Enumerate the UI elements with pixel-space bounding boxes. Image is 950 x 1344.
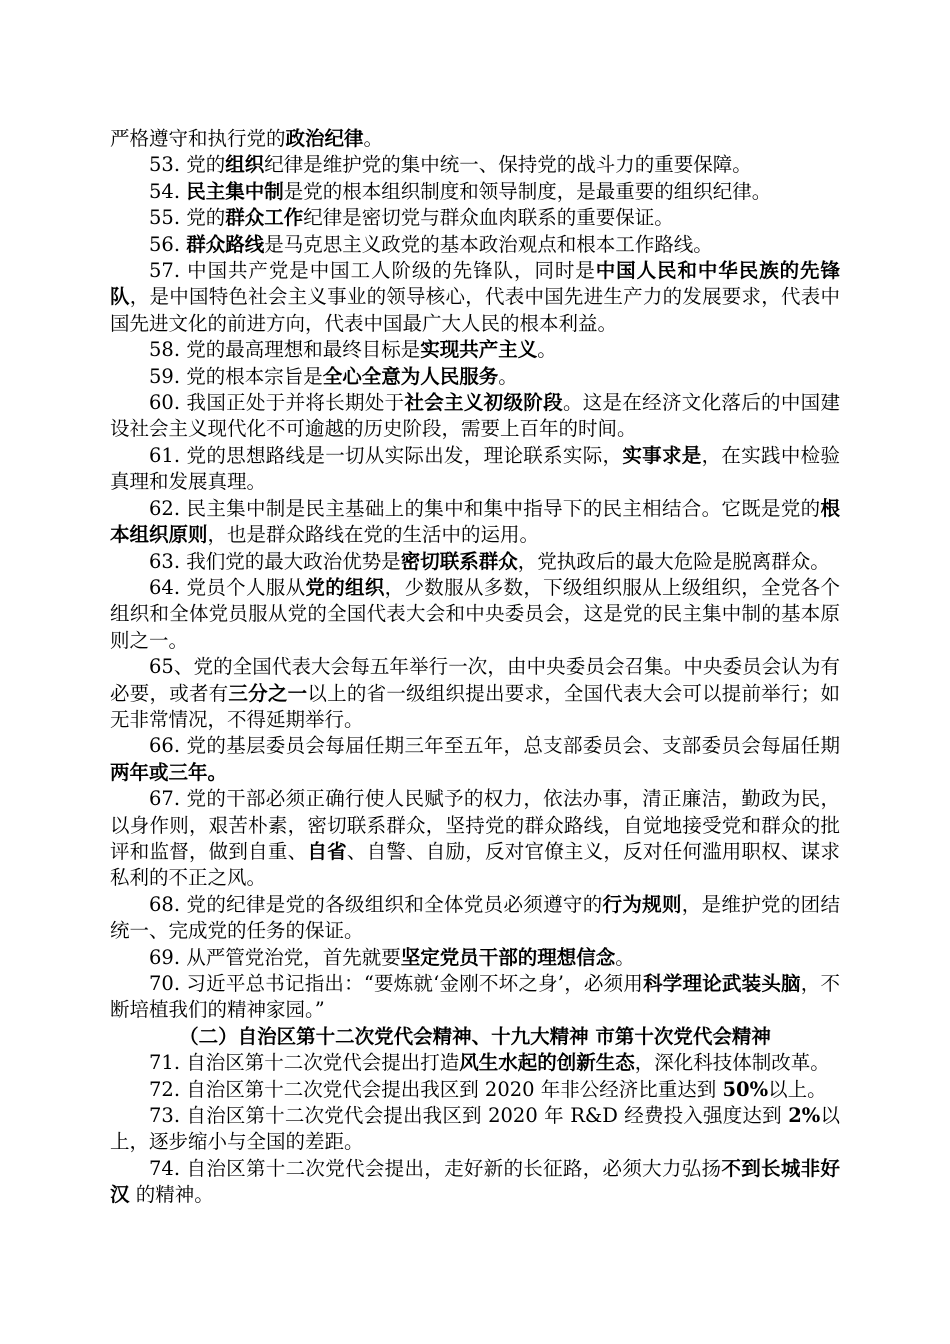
text-segment: 纪律是密切党与群众血肉联系的重要保证。 — [303, 206, 674, 230]
paragraph-p67 — [110, 786, 840, 892]
text-segment: 69. 从严管党治党，首先就要 — [149, 945, 401, 969]
bold-keyword: 中国人民和中华民族的先锋队 — [110, 259, 840, 309]
paragraph-p58 — [110, 337, 840, 363]
bold-keyword: 密切联系群众 — [400, 549, 518, 573]
paragraph-p69 — [110, 945, 840, 971]
text-segment: 。 — [498, 364, 518, 388]
paragraph-block-party-rules — [110, 126, 840, 1024]
text-segment: 。这是在经济文化落后的中国建设社会主义现代化不可逾越的历史阶段，需要上百年的时间。 — [110, 391, 840, 441]
bold-keyword: 社会主义初级阶段 — [404, 391, 563, 415]
bold-keyword: 坚定党员干部的理想信念 — [400, 945, 616, 969]
bold-keyword: 2% — [788, 1104, 821, 1128]
text-segment: 55. 党的 — [149, 206, 226, 230]
bold-keyword: 政治纪律 — [285, 127, 364, 150]
text-segment: ，不断培植我们的精神家园。” — [110, 972, 840, 1022]
text-segment: 纪律是维护党的集中统一、保持党的战斗力的重要保障。 — [264, 153, 752, 177]
text-segment: 64. 党员个人服从 — [149, 575, 306, 599]
text-segment: 以上。 — [768, 1077, 827, 1101]
text-segment: 53. 党的 — [149, 153, 226, 177]
text-segment: 57. 中国共产党是中国工人阶级的先锋队，同时是 — [149, 259, 596, 283]
text-segment: ，在实践中检验真理和发展真理。 — [110, 443, 840, 494]
text-segment: ，深化科技体制改革。 — [634, 1051, 830, 1075]
text-segment: 的精神。 — [129, 1183, 214, 1207]
paragraph-p55 — [110, 205, 840, 231]
text-segment: 。 — [537, 338, 557, 362]
text-segment: 以上，逐步缩小与全国的差距。 — [110, 1104, 840, 1154]
paragraph-p73 — [110, 1103, 840, 1156]
text-segment: 65、党的全国代表大会每五年举行一次，由中央委员会召集。中央委员会认为有必要，或者有 — [110, 655, 840, 705]
paragraph-p64 — [110, 575, 840, 654]
text-segment: 66. 党的基层委员会每届任期三年至五年，总支部委员会、支部委员会每届任期 — [149, 734, 840, 758]
paragraph-p74 — [110, 1156, 840, 1209]
text-segment: ，是维护党的团结统一、完成党的任务的保证。 — [110, 892, 840, 943]
text-segment: 71. 自治区第十二次党代会提出打造 — [149, 1051, 460, 1075]
bold-keyword: 实事求是 — [622, 443, 702, 467]
paragraph-p54 — [110, 179, 840, 205]
text-segment: 60. 我国正处于并将长期处于 — [149, 391, 405, 415]
bold-keyword: 实现共产主义 — [420, 338, 538, 362]
text-segment: 58. 党的最高理想和最终目标是 — [149, 338, 421, 362]
text-segment: 是党的根本组织制度和领导制度，是最重要的组织纪律。 — [283, 179, 772, 203]
paragraph-p66 — [110, 733, 840, 786]
text-segment: 54. — [149, 179, 187, 203]
paragraph-p52c — [110, 126, 840, 152]
bold-keyword: 科学理论武装头脑 — [643, 972, 801, 995]
paragraph-p70 — [110, 971, 840, 1024]
text-segment: 是马克思主义政党的基本政治观点和根本工作路线。 — [264, 232, 713, 256]
paragraph-p68 — [110, 892, 840, 945]
text-segment: 68. 党的纪律是党的各级组织和全体党员必须遵守的 — [149, 892, 603, 916]
paragraph-p61 — [110, 443, 840, 496]
bold-keyword: 风生水起的创新生态 — [459, 1051, 635, 1075]
text-segment: ，是中国特色社会主义事业的领导核心，代表中国先进生产力的发展要求，代表中国先进文化的前进方向，代表中国最广大人民的根本利益。 — [110, 285, 840, 335]
text-segment: 62. 民主集中制是民主基础上的集中和集中指导下的民主相结合。它既是党的 — [149, 496, 821, 520]
text-segment: 。 — [363, 127, 384, 150]
text-segment: 67. 党的干部必须正确行使人民赋予的权力，依法办事，清正廉洁，勤政为民，以身作则，艰苦朴素，密切联系群众，坚持党的群众路线，自觉地接受党和群众的批评和监督，做到自重、 — [110, 787, 840, 863]
paragraph-p53 — [110, 152, 840, 178]
bold-keyword: 两年或三年。 — [110, 760, 228, 784]
text-segment: 、自警、自励，反对官僚主义，反对任何滥用职权、谋求私利的不正之风。 — [110, 839, 840, 890]
text-segment: 59. 党的根本宗旨是 — [149, 364, 323, 388]
text-segment: 61. 党的思想路线是一切从实际出发，理论联系实际， — [149, 443, 623, 467]
bold-keyword: 组织 — [225, 153, 265, 177]
text-segment: ，也是群众路线在党的生活中的运用。 — [207, 523, 540, 547]
text-segment: ，党执政后的最大危险是脱离群众。 — [517, 549, 830, 573]
text-segment: 63. 我们党的最大政治优势是 — [149, 549, 401, 573]
bold-keyword: 不到长城非好汉 — [110, 1156, 840, 1207]
text-segment: 以上的省一级组织提出要求，全国代表大会可以提前举行；如无非常情况，不得延期举行。 — [110, 681, 840, 731]
text-segment: 73. 自治区第十二次党代会提出我区到 2020 年 R&D 经费投入强度达到 — [149, 1104, 789, 1128]
text-segment: 56. — [149, 232, 187, 256]
bold-keyword: 民主集中制 — [186, 179, 284, 203]
paragraph-p59 — [110, 364, 840, 390]
text-segment: 。 — [615, 945, 635, 969]
paragraph-p60 — [110, 390, 840, 443]
paragraph-p71 — [110, 1050, 840, 1076]
paragraph-p63 — [110, 549, 840, 575]
paragraph-p72 — [110, 1077, 840, 1103]
text-segment: 74. 自治区第十二次党代会提出，走好新的长征路，必须大力弘扬 — [149, 1156, 722, 1180]
text-segment: 严格遵守和执行党的 — [110, 127, 286, 150]
bold-keyword: 群众工作 — [225, 206, 304, 230]
bold-keyword: 党的组织 — [305, 575, 385, 599]
paragraph-p56 — [110, 232, 840, 258]
paragraph-block-congress-spirit — [110, 1050, 840, 1208]
bold-keyword: 根本组织原则 — [110, 496, 840, 547]
bold-keyword: 50% — [722, 1077, 769, 1101]
paragraph-p57 — [110, 258, 840, 337]
text-segment: ，少数服从多数，下级组织服从上级组织，全党各个组织和全体党员服从党的全国代表大会和中央委员会，这是党的民主集中制的基本原则之一。 — [110, 575, 840, 652]
bold-keyword: 行为规则 — [602, 892, 682, 916]
bold-keyword: 自省 — [307, 839, 347, 863]
paragraph-p65 — [110, 654, 840, 733]
text-segment: 70. 习近平总书记指出：“要炼就‘金刚不坏之身’，必须用 — [149, 972, 644, 995]
bold-keyword: 群众路线 — [186, 232, 265, 256]
paragraph-p62 — [110, 496, 840, 549]
bold-keyword: 全心全意为人民服务 — [322, 364, 499, 388]
section-heading: （二）自治区第十二次党代会精神、十九大精神 市第十次党代会精神 — [179, 1024, 771, 1048]
text-segment: 72. 自治区第十二次党代会提出我区到 2020 年非公经济比重达到 — [149, 1077, 723, 1101]
bold-keyword: 三分之一 — [228, 681, 308, 705]
